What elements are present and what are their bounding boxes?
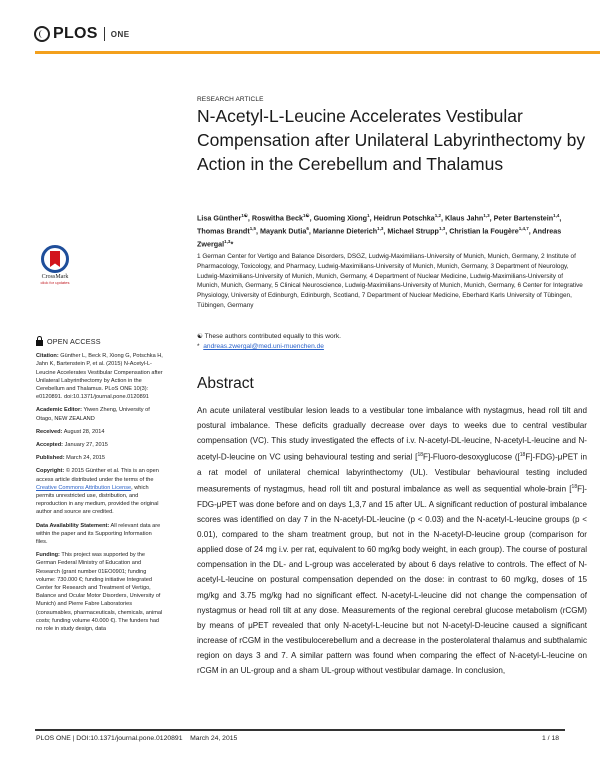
author-affiliation-sup: 1,3 — [438, 225, 446, 231]
accepted-date — [36, 441, 164, 449]
author-affiliation-sup: 1 — [367, 213, 370, 218]
open-access-label: OPEN ACCESS — [47, 337, 101, 346]
equal-contribution-note: ☯ These authors contributed equally to this work. — [197, 333, 341, 340]
author-name: Peter Bartenstein — [493, 213, 554, 223]
header-rule — [35, 51, 600, 54]
abstract-seg-2: F]-Fluoro-desoxyglucose ([ — [423, 452, 520, 462]
citation — [36, 352, 164, 401]
open-access-badge — [36, 338, 164, 346]
crossmark-label: CrossMark — [41, 274, 69, 280]
author-affiliation-sup: 1,4 — [553, 213, 560, 218]
copyright-label: Copyright: — [36, 468, 65, 475]
author-affiliation-sup: 1,3 — [224, 238, 231, 244]
editor-label: Academic Editor: — [36, 407, 83, 414]
article-title: N-Acetyl-L-Leucine Accelerates Vestibular Compensation after Unilateral Labyrinthectomy by Action in the Cerebellum and Thalamus — [197, 106, 586, 174]
author-affiliation-sup: 1,3 — [483, 213, 490, 218]
logo-divider — [104, 27, 105, 41]
author-separator: , — [369, 213, 374, 223]
funding — [36, 551, 164, 633]
author-affiliation-sup: 1,5 — [249, 225, 256, 231]
author-separator: , — [255, 226, 260, 236]
abstract-seg-1: An acute unilateral vestibular lesion leads to a vestibular tone imbalance with nystagmus, head roll tilt and postural imbalance. These deficits gradually decrease over days to weeks due to central vestibular compensation (VC). This study investigated the effects of i.v. N-acetyl-DL-leucine, N-acetyl-L-leucine and N-acetyl-D-leucine on VC using behavioural testing and serial [ — [197, 406, 587, 462]
plos-globe-icon — [34, 26, 50, 42]
data-availability-text: All relevant data are within the paper and its Supporting Information files. — [36, 522, 161, 546]
footer-rule — [35, 729, 565, 731]
plos-one-logo[interactable] — [34, 25, 130, 43]
author-name: Marianne Dieterich — [312, 226, 378, 236]
citation-label: Citation: — [36, 353, 59, 360]
received-text: August 28, 2014 — [63, 428, 105, 435]
author-name: Heidrun Potschka — [373, 213, 435, 223]
author-separator: * — [230, 239, 234, 249]
author-name: Andreas Zwergal — [197, 226, 562, 249]
author-name: Christian la Fougère — [449, 226, 519, 236]
author-separator: , — [383, 226, 388, 236]
crossmark-sublabel: click for updates — [40, 280, 70, 285]
author-notes — [197, 332, 587, 352]
author-separator: , — [528, 226, 533, 236]
cc-license-link[interactable]: Creative Commons Attribution License — [36, 484, 132, 491]
footer-citation — [36, 735, 237, 742]
data-availability — [36, 522, 164, 547]
author-list — [197, 211, 587, 250]
logo-text: PLOS — [53, 25, 98, 42]
author-affiliation-sup: 1☯ — [303, 213, 310, 218]
editor-text: Yiwen Zheng, University of Otago, NEW ZEALAND — [36, 407, 150, 422]
copyright-text: © 2015 Günther et al. This is an open access article distributed under the terms of the — [36, 468, 159, 483]
received-label: Received: — [36, 428, 63, 435]
corresponding-author — [197, 342, 587, 352]
author-affiliation-sup: 1,4,7 — [518, 225, 529, 231]
author-affiliation-sup: 1,2 — [434, 213, 441, 218]
author-name: Guoming Xiong — [313, 213, 368, 223]
corresponding-marker: * — [197, 343, 200, 350]
author-name: Mayank Dutia — [259, 226, 307, 236]
author-separator: , — [559, 213, 562, 223]
accepted-text: January 27, 2015 — [64, 442, 108, 449]
author-separator: , — [489, 213, 494, 223]
footer-date: March 24, 2015 — [190, 735, 238, 742]
author-name: Roswitha Beck — [251, 213, 304, 223]
abstract-heading: Abstract — [197, 375, 254, 392]
corresponding-email-link[interactable]: andreas.zwergal@med.uni-muenchen.de — [203, 343, 324, 350]
author-affiliation-sup: 6 — [306, 225, 309, 231]
logo-suffix: ONE — [110, 29, 130, 39]
author-name: Thomas Brandt — [197, 226, 250, 236]
funding-text: This project was supported by the German Federal Ministry of Education and Research (grant number 01EO0901; funding volume: 730.000 €; funding initiative Integrated Center for Research and Treatment of Vertigo, Balance and Ocular Motor Disorders, University of Munich) and Pierre Fabre Laboratories (consumables, pharmaceuticals, chemicals, animal costs; funding volume 40.000 €). The funders had no role in study design, data — [36, 552, 163, 633]
article-sidebar — [36, 338, 164, 638]
copyright-text-cont: , which permits unrestricted use, distribution, and reproduction in any medium, provided the original author and source are credited. — [36, 484, 159, 516]
crossmark-icon — [41, 245, 69, 273]
abstract-seg-3: F]-FDG)-μPET in a rat model of unilateral chemical labyrinthectomy (UL). Vestibular behavioural testing included measurements of nystagmus, head roll tilt and postural imbalance as well as sequential whole-brain [ — [197, 452, 588, 494]
crossmark-badge[interactable] — [35, 245, 75, 285]
author-name: Michael Strupp — [387, 226, 439, 236]
copyright — [36, 467, 164, 516]
author-name: Klaus Jahn — [444, 213, 484, 223]
author-separator: , — [247, 213, 252, 223]
open-lock-icon — [36, 340, 43, 346]
isotope-sup: 18 — [519, 452, 526, 459]
author-separator: , — [309, 213, 314, 223]
footer-journal-doi: PLOS ONE | DOI:10.1371/journal.pone.0120891 — [36, 735, 183, 742]
author-separator: , — [308, 226, 313, 236]
accepted-label: Accepted: — [36, 442, 64, 449]
data-availability-label: Data Availability Statement: — [36, 522, 110, 529]
received-date — [36, 428, 164, 436]
author-affiliation-sup: 1☯ — [241, 213, 248, 218]
author-affiliation-sup: 1,3 — [377, 225, 384, 231]
published-date — [36, 454, 164, 462]
author-separator: , — [445, 226, 450, 236]
citation-text: Günther L, Beck R, Xiong G, Potschka H, Jahn K, Bartenstein P, et al. (2015) N-Acetyl-L-Leucine Accelerates Vestibular Compensation after Unilateral Labyrinthectomy by Action in the Cerebellum and Thalamus. PLoS ONE 10(3): e0120891. doi:10.1371/journal.pone.0120891 — [36, 353, 163, 401]
published-text: March 24, 2015 — [66, 455, 106, 462]
abstract-seg-4: F]-FDG-μPET was done before and on days 1,3,7 and 15 after UL. A significant reduction of postural imbalance scores was identified on day 7 in the N-acetyl-DL-leucine (p < 0.03) and the N-acetyl-L-leucine groups (p < 0.01), compared to the sham treatment group, but not in the N-acetyl-D-leucine group (comparison for applied dose of 24 mg i.v. per rat, equivalent to 60 mg/kg body weight, in each group). The course of postural compensation in the DL- and L-group was accelerated by about 6 days relative to controls. The effect of N-acetyl-L-leucine on postural compensation depended on the dose: in contrast to 60 mg/kg, doses of 15 mg/kg and 3.75 mg/kg had no significant effect. N-acetyl-L-leucine did not change the compensation of nystagmus or head roll tilt at any dose. Measurements of the regional cerebral glucose metabolism (rCGM) by means of μPET revealed that only N-acetyl-L-leucine but not N-acetyl-D-leucine caused a significant increase of rCGM in the vestibulocerebellum and a decrease in the posterolateral thalamus and subthalamic region on days 3 and 7. A similar pattern was found when comparing the effect of N-acetyl-L-leucine on rCGM in an UL-group and a sham UL-group without vestibular damage. In conclusion, — [197, 484, 587, 675]
academic-editor — [36, 406, 164, 422]
author-separator: , — [440, 213, 445, 223]
funding-label: Funding: — [36, 552, 60, 559]
page-number: 1 / 18 — [542, 735, 560, 742]
published-label: Published: — [36, 455, 65, 462]
abstract-text — [197, 403, 587, 678]
affiliations: 1 German Center for Vertigo and Balance Disorders, DSGZ, Ludwig-Maximilians-University of Munich, Munich, Germany, 2 Institute of Pharmacology, Toxicology, and Pharmacy, Ludwig-Maximilians-University of Munich, Munich, Germany, 3 Department of Neurology, Ludwig-Maximilians-University of Munich, Munich, Germany, 4 Department of Nuclear Medicine, Ludwig-Maximilians-University of Munich, Munich, Germany, 5 Clinical Neuroscience, Ludwig-Maximilians-University of Munich, Munich, Germany, 6 Center for Integrative Physiology, University of Edinburgh, Edinburgh, Scotland, 7 Department of Nuclear Medicine, Eberhard Karls University of Tübingen, Tübingen, Germany — [197, 253, 583, 309]
article-type: RESEARCH ARTICLE — [197, 96, 264, 103]
isotope-sup: 18 — [417, 452, 423, 459]
isotope-sup: 18 — [571, 484, 578, 491]
author-name: Lisa Günther — [197, 213, 242, 223]
